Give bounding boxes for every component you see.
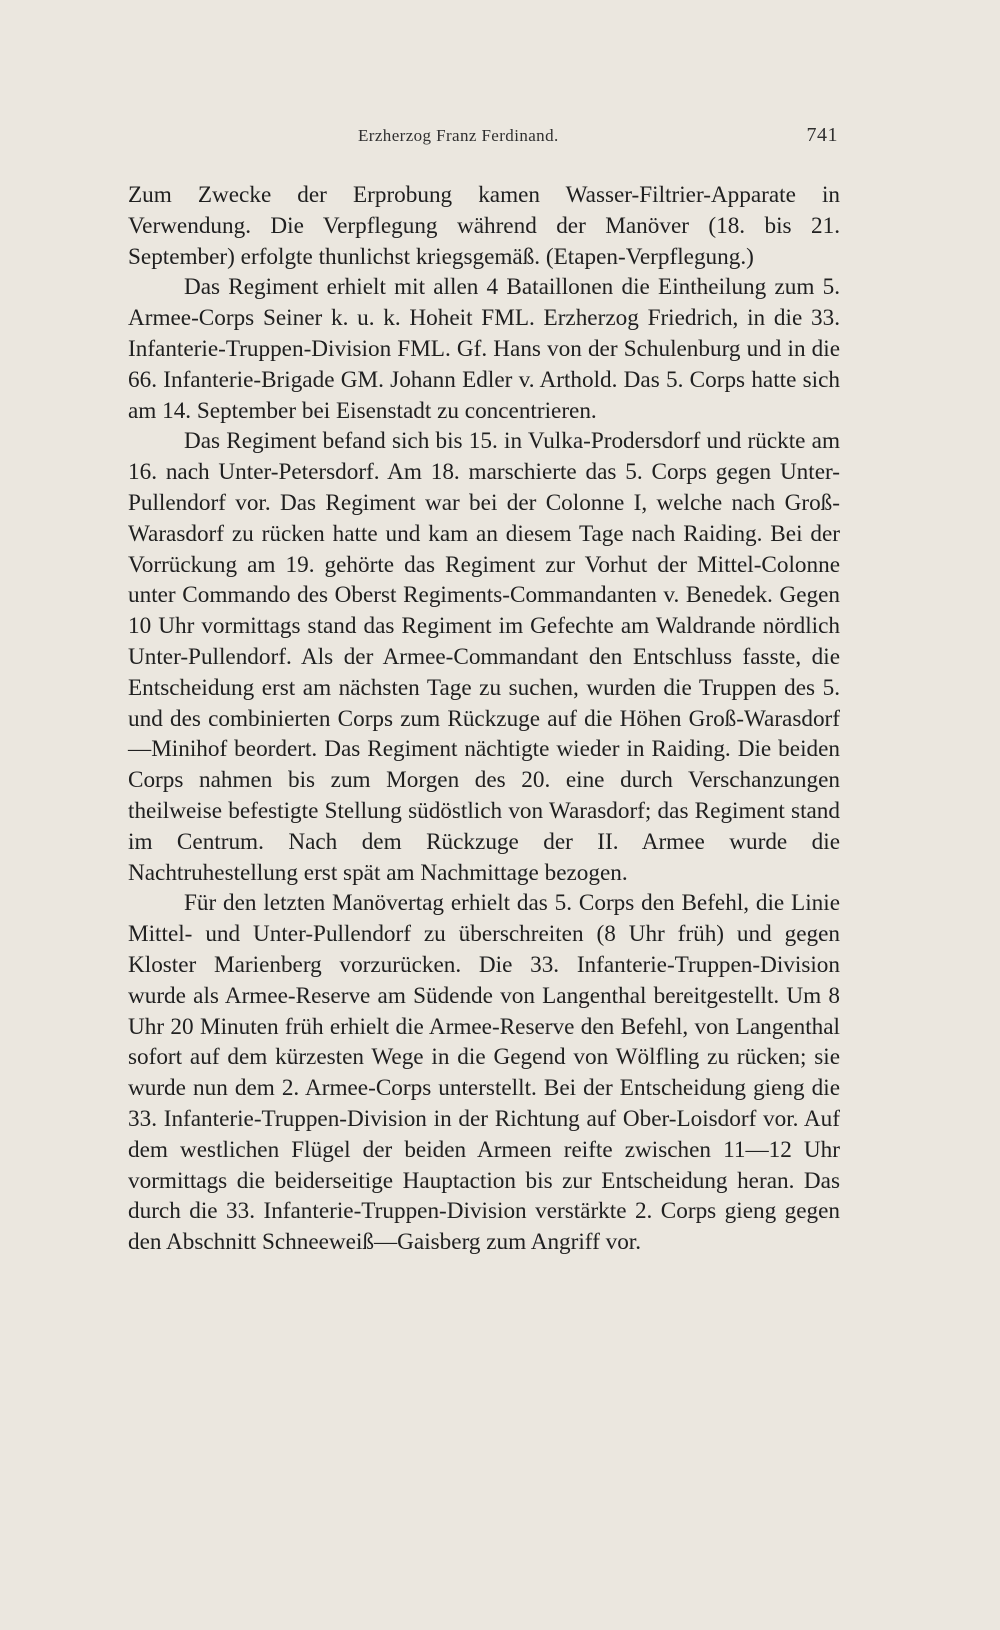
page-number: 741 <box>806 124 838 146</box>
paragraph: Für den letzten Manövertag erhielt das 5. Corps den Befehl, die Linie Mittel- und Unter-Pullendorf zu überschreiten (8 Uhr früh) und gegen Kloster Marienberg vorzurücken. Die 33. Infanterie-Truppen-Division wurde als Armee-Reserve am Südende von Langenthal bereitgestellt. Um 8 Uhr 20 Minuten früh erhielt die Armee-Reserve den Befehl, von Langenthal sofort auf dem kürzesten Wege in die Gegend von Wölfling zu rücken; sie wurde nun dem 2. Armee-Corps unterstellt. Bei der Entscheidung gieng die 33. Infanterie-Truppen-Division in der Richtung auf Ober-Loisdorf vor. Auf dem westlichen Flügel der beiden Armeen reifte zwischen 11—12 Uhr vormittags die beiderseitige Hauptaction bis zur Entscheidung heran. Das durch die 33. Infanterie-Truppen-Division verstärkte 2. Corps gieng gegen den Abschnitt Schneeweiß—Gaisberg zum Angriff vor. <box>128 890 840 1256</box>
paragraph: Das Regiment befand sich bis 15. in Vulka-Prodersdorf und rückte am 16. nach Unter-Petersdorf. Am 18. marschierte das 5. Corps gegen Unter-Pullendorf vor. Das Regiment war bei der Colonne I, welche nach Groß-Warasdorf zu rücken hatte und kam an diesem Tage nach Raiding. Bei der Vorrückung am 19. gehörte das Regiment zur Vorhut der Mittel-Colonne unter Commando des Oberst Regiments-Commandanten v. Benedek. Gegen 10 Uhr vormittags stand das Regiment im Gefechte am Waldrande nördlich Unter-Pullendorf. Als der Armee-Commandant den Entschluss fasste, die Entscheidung erst am nächsten Tage zu suchen, wurden die Truppen des 5. und des combinierten Corps zum Rückzuge auf die Höhen Groß-Warasdorf—Minihof beordert. Das Regiment nächtigte wieder in Raiding. Die beiden Corps nahmen bis zum Morgen des 20. eine durch Verschanzungen theilweise befestigte Stellung südöstlich von Warasdorf; das Regiment stand im Centrum. Nach dem Rückzuge der II. Armee wurde die Nachtruhestellung erst spät am Nachmittage bezogen. <box>128 428 840 886</box>
body-text <box>128 180 840 1258</box>
paragraph: Zum Zwecke der Erprobung kamen Wasser-Filtrier-Apparate in Verwendung. Die Verpflegung während der Manöver (18. bis 21. September) erfolgte thunlichst kriegsgemäß. (Etapen-Verpflegung.) <box>128 182 840 270</box>
header-title: Erzherzog Franz Ferdinand. <box>358 126 559 145</box>
running-header <box>128 122 838 152</box>
paragraph: Das Regiment erhielt mit allen 4 Bataillonen die Eintheilung zum 5. Armee-Corps Seiner k. u. k. Hoheit FML. Erzherzog Friedrich, in die 33. Infanterie-Truppen-Division FML. Gf. Hans von der Schulenburg und in die 66. Infanterie-Brigade GM. Johann Edler v. Arthold. Das 5. Corps hatte sich am 14. September bei Eisenstadt zu concentrieren. <box>128 274 840 424</box>
